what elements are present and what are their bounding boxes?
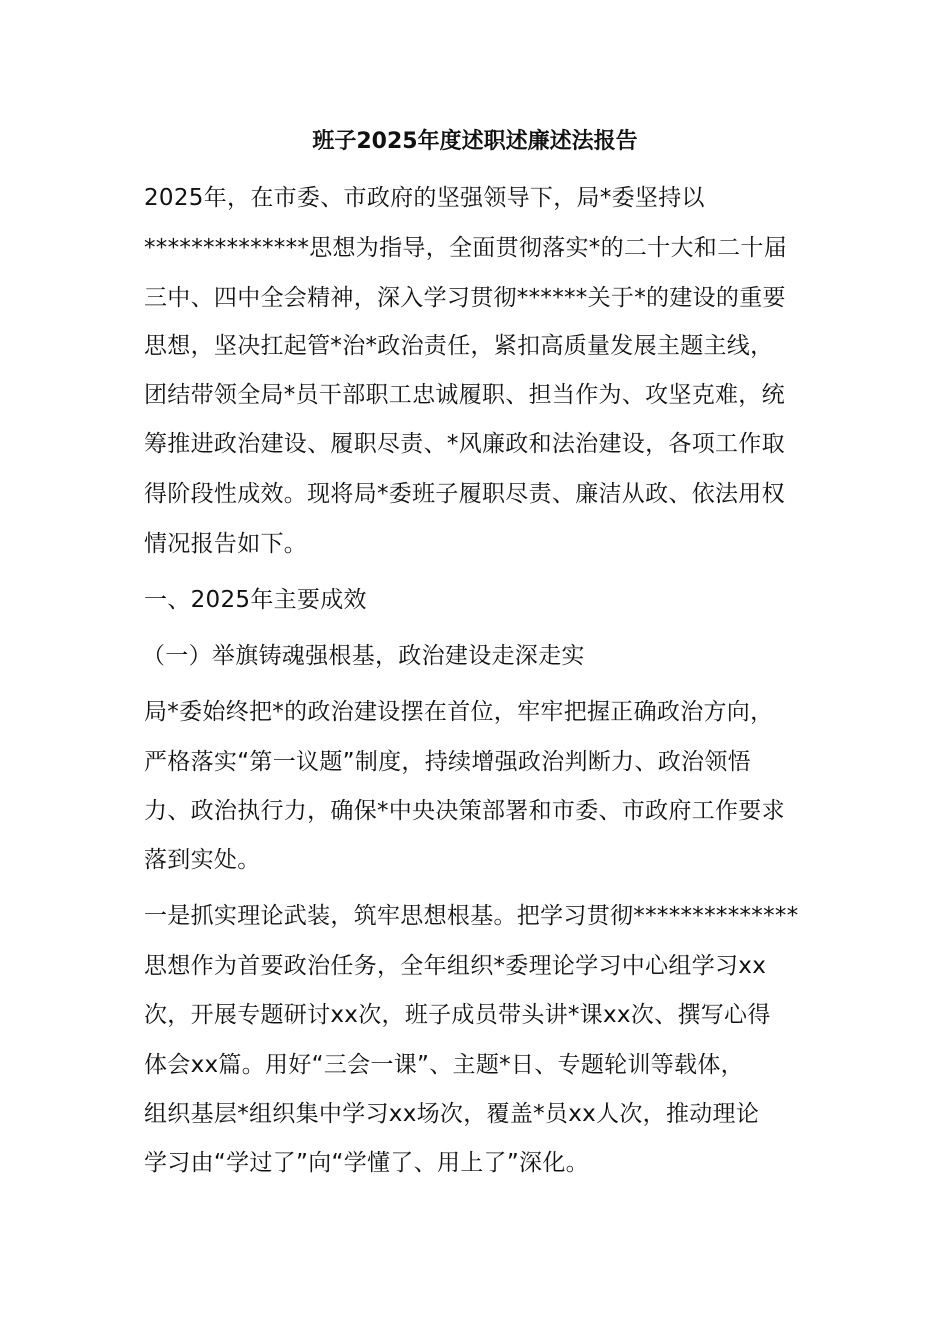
intro-paragraph-line: 三中、四中全会精神，深入学习贯彻******关于*的建设的重要 xyxy=(144,285,786,311)
section-heading: 一、2025年主要成效 xyxy=(144,587,367,613)
intro-paragraph-line: 得阶段性成效。现将局*委班子履职尽责、廉洁从政、依法用权 xyxy=(144,481,785,507)
intro-paragraph-line: 团结带领全局*员干部职工忠诚履职、担当作为、攻坚克难，统 xyxy=(144,382,785,408)
body-paragraph-line: 学习由“学过了”向“学懂了、用上了”深化。 xyxy=(144,1150,589,1176)
intro-paragraph-line: 2025年，在市委、市政府的坚强领导下，局*委坚持以 xyxy=(144,185,705,211)
intro-paragraph-line: 情况报告如下。 xyxy=(144,531,308,557)
body-paragraph-line: 落到实处。 xyxy=(144,847,261,873)
document-title: 班子2025年度述职述廉述法报告 xyxy=(312,129,638,154)
intro-paragraph-line: 思想，坚决扛起管*治*政治责任，紧扣高质量发展主题主线， xyxy=(144,333,774,359)
body-paragraph-line: 体会xx篇。用好“三会一课”、主题*日、专题轮训等载体， xyxy=(144,1052,744,1078)
body-paragraph-line: 次，开展专题研讨xx次，班子成员带头讲*课xx次、撰写心得 xyxy=(144,1002,771,1028)
subsection-heading: （一）举旗铸魂强根基，政治建设走深走实 xyxy=(142,643,585,669)
intro-paragraph-line: **************思想为指导，全面贯彻落实*的二十大和二十届 xyxy=(144,235,787,261)
body-paragraph-line: 一是抓实理论武装，筑牢思想根基。把学习贯彻************** xyxy=(144,903,799,929)
body-paragraph-line: 组织基层*组织集中学习xx场次，覆盖*员xx人次，推动理论 xyxy=(144,1101,760,1127)
body-paragraph-line: 局*委始终把*的政治建设摆在首位，牢牢把握正确政治方向， xyxy=(144,699,774,725)
body-paragraph-line: 严格落实“第一议题”制度，持续增强政治判断力、政治领悟 xyxy=(144,749,751,775)
intro-paragraph-line: 筹推进政治建设、履职尽责、*风廉政和法治建设，各项工作取 xyxy=(144,431,785,457)
body-paragraph-line: 思想作为首要政治任务，全年组织*委理论学习中心组学习xx xyxy=(144,953,767,979)
body-paragraph-line: 力、政治执行力，确保*中央决策部署和市委、市政府工作要求 xyxy=(144,798,785,824)
